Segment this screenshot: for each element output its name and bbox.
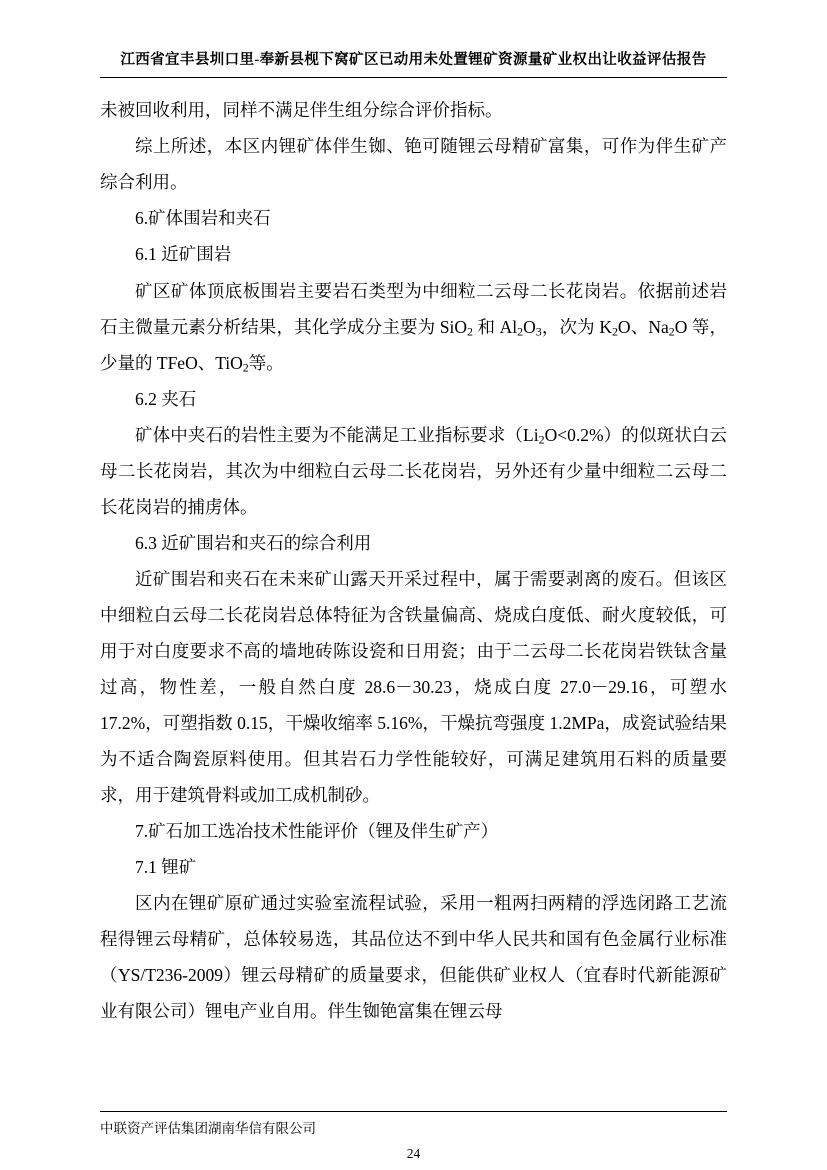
- paragraph: 矿体中夹石的岩性主要为不能满足工业指标要求$(Li_2O<0.2\%)$的似斑状白云母二长花岗岩，其次为中细粒白云母二长花岗岩，另外还有少量中细粒二云母二长花岗岩的捕虏体。: [100, 424, 727, 517]
- footer-organization: 中联资产评估集团湖南华信有限公司: [100, 1121, 316, 1137]
- paragraph: 未被回收利用，同样不满足伴生组分综合评价指标。: [100, 100, 503, 121]
- section-heading-6-1: 6.1 近矿围岩: [135, 244, 232, 265]
- page-footer: [100, 1111, 727, 1161]
- page-header: 江西省宜丰县圳口里-奉新县枧下窝矿区已动用未处置锂矿资源量矿业权出让收益评估报告: [100, 50, 727, 78]
- section-heading-6: 6.矿体围岩和夹石: [135, 208, 271, 229]
- section-heading-6-2: 6.2 夹石: [135, 388, 197, 409]
- paragraph: 区内在锂矿原矿通过实验室流程试验，采用一粗两扫两精的浮选闭路工艺流程得锂云母精矿，总体较易选，其品位达不到中华人民共和国有色金属行业标准（YS/T236-2009）锂云母精矿的质量要求，但能供矿业权人（宜春时代新能源矿业有限公司）锂电产业自用。伴生铷铯富集在锂云母: [100, 893, 727, 1022]
- document-body: [100, 78, 727, 1029]
- paragraph: 近矿围岩和夹石在未来矿山露天开采过程中，属于需要剥离的废石。但该区中细粒白云母二长花岗岩总体特征为含铁量偏高、烧成白度低、耐火度较低，可用于对白度要求不高的墙地砖陈设瓷和日用瓷；由于二云母二长花岗岩铁钛含量过高，物性差，一般自然白度 28.6－30.23，烧成白度 27.0－29.16，可塑水 17.2%，可塑指数 0.15，干燥收缩率 5.16%，干燥抗弯强度 1.2MPa，成瓷试验结果为不适合陶瓷原料使用。但其岩石力学性能较好，可满足建筑用石料的质量要求，用于建筑骨料或加工成机制砂。: [100, 568, 727, 806]
- section-heading-7: 7.矿石加工选冶技术性能评价（锂及伴生矿产）: [135, 821, 499, 842]
- section-heading-6-3: 6.3 近矿围岩和夹石的综合利用: [135, 532, 372, 553]
- section-heading-7-1: 7.1 锂矿: [135, 857, 197, 878]
- paragraph: 综上所述，本区内锂矿体伴生铷、铯可随锂云母精矿富集，可作为伴生矿产综合利用。: [100, 136, 727, 193]
- page-content: [100, 50, 727, 1124]
- paragraph: 矿区矿体顶底板围岩主要岩石类型为中细粒二云母二长花岗岩。依据前述岩石主微量元素分析结果，其化学成分主要为 SiO$_2$ 和 $Al_2O_3$，次为 $K_2O$、$Na_2O$ 等，少量的 TFeO、TiO$_2$等。: [100, 280, 728, 375]
- page-number: 24: [406, 1146, 421, 1161]
- footer-divider: [100, 1111, 727, 1112]
